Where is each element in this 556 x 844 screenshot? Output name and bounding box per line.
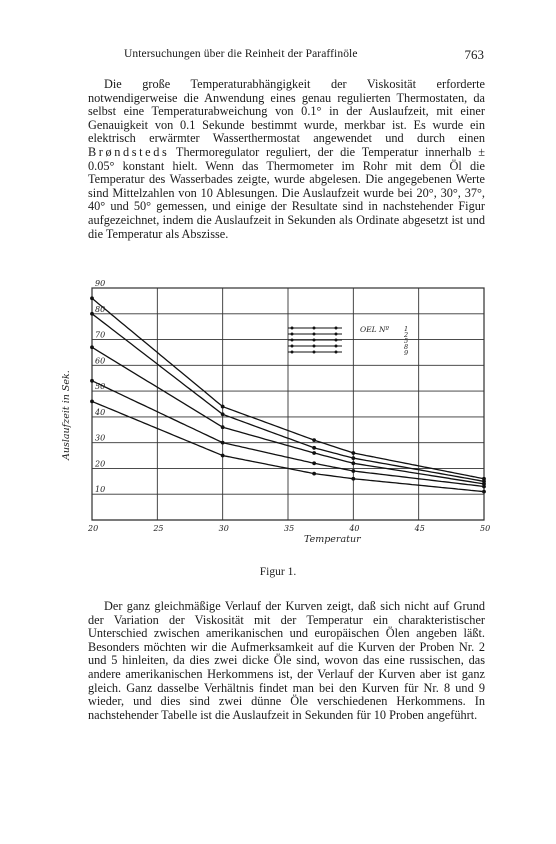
data-point bbox=[312, 461, 316, 465]
chart-legend bbox=[288, 325, 408, 357]
data-point bbox=[351, 477, 355, 481]
y-tick-label: 10 bbox=[95, 485, 106, 495]
legend-entry-5: 5 bbox=[404, 337, 409, 345]
legend-marker bbox=[335, 327, 338, 330]
data-point bbox=[482, 485, 486, 489]
x-axis-label: Temperatur bbox=[304, 534, 361, 545]
legend-entry-9: 9 bbox=[404, 349, 409, 357]
data-point bbox=[351, 469, 355, 473]
legend-marker bbox=[313, 333, 316, 336]
data-point bbox=[221, 454, 225, 458]
data-point bbox=[312, 472, 316, 476]
x-tick-label: 50 bbox=[480, 524, 491, 533]
legend-marker bbox=[313, 327, 316, 330]
legend-marker bbox=[291, 327, 294, 330]
data-point bbox=[221, 405, 225, 409]
y-tick-label: 70 bbox=[95, 330, 106, 340]
legend-marker bbox=[313, 339, 316, 342]
data-point bbox=[221, 412, 225, 416]
y-tick-label: 40 bbox=[95, 407, 106, 417]
y-tick-label: 80 bbox=[95, 304, 106, 314]
data-point bbox=[312, 451, 316, 455]
chart-ticks bbox=[87, 279, 490, 533]
legend-marker bbox=[291, 345, 294, 348]
running-title: Untersuchungen über die Reinheit der Paraffinöle bbox=[124, 48, 358, 60]
y-tick-label: 20 bbox=[95, 459, 106, 469]
data-point bbox=[90, 345, 94, 349]
y-axis-label: Auslaufzeit in Sek. bbox=[61, 370, 72, 460]
y-tick-label: 90 bbox=[95, 279, 106, 288]
figure-caption: Figur 1. bbox=[259, 566, 297, 578]
data-point bbox=[351, 456, 355, 460]
data-point bbox=[90, 379, 94, 383]
paragraph-2: Der ganz gleichmäßige Verlauf der Kurven zeigt, daß sich nicht auf Grund der Variation der Viskosität mit der Temperatur ein charakteristischer Unterschied zwischen amerikanischen und europäischen Ölen angeben läßt. Besonders möchten wir die Aufmerksamkeit auf die Kurven der Proben Nr. 2 und 5 hinleiten, da dies zwei dicke Öle sind, wovon das eine russischen, das andere amerikanischen Herkommens ist, der Verlauf der Kurven aber ist ganz gleich. Ganz dasselbe Verhältnis findet man bei den Kurven für Nr. 8 und 9 wieder, und dies sind zwei dünne Öle verschiedenen Herkommens. In nachstehender Tabelle ist die Auslaufzeit in Sekunden für 10 Proben angeführt. bbox=[88, 599, 485, 722]
legend-marker bbox=[335, 333, 338, 336]
data-point bbox=[90, 296, 94, 300]
paragraph-1-part-b: Thermoregulator reguliert, der die Temperatur innerhalb ± 0.05° konstant hielt. Wenn das Thermometer im Rohr mit dem Öl die Temperatur des Wasserbades zeigte, wurde abgelesen. Die angegebenen Werte sind Mittelzahlen von 10 Ablesungen. Die Auslaufzeit wurde bei 20°, 30°, 37°, 40° und 50° gemessen, und einige der Resultate sind in nachstehender Figur aufgezeichnet, indem die Auslaufzeit in Sekunden als Ordinate abgesetzt ist und die Temperatur als Abszisse. bbox=[88, 144, 485, 241]
page-number: 763 bbox=[464, 47, 484, 62]
paragraph-1-part-a: Die große Temperaturabhängigkeit der Viskosität erforderte notwendigerweise die Anwendung eines genau regulierten Thermostaten, da selbst eine Temperaturabweichung von 0.1° in der Auslaufzeit, mit einer Genauigkeit von 0.1 Sekunde bestimmt wurde, merkbar ist. Es wurde ein elektrisch erwärmter Wasserthermostat angewendet und durch einen bbox=[88, 77, 485, 146]
x-tick-label: 25 bbox=[153, 524, 164, 533]
legend-marker bbox=[291, 333, 294, 336]
legend-title: OEL Nº bbox=[360, 325, 390, 334]
viscosity-chart bbox=[61, 279, 510, 550]
spaced-name: Brøndsteds bbox=[88, 144, 170, 159]
x-tick-label: 30 bbox=[218, 524, 229, 533]
data-point bbox=[312, 438, 316, 442]
data-point bbox=[351, 461, 355, 465]
page-header bbox=[88, 48, 484, 66]
legend-marker bbox=[335, 339, 338, 342]
x-tick-label: 35 bbox=[284, 524, 295, 533]
figure-1 bbox=[61, 279, 510, 550]
legend-marker bbox=[335, 345, 338, 348]
legend-marker bbox=[291, 339, 294, 342]
legend-marker bbox=[291, 351, 294, 354]
x-tick-label: 45 bbox=[414, 524, 425, 533]
legend-entry-2: 2 bbox=[404, 331, 409, 339]
legend-marker bbox=[313, 351, 316, 354]
y-tick-label: 60 bbox=[95, 356, 106, 366]
data-point bbox=[90, 400, 94, 404]
data-point bbox=[221, 425, 225, 429]
x-tick-label: 20 bbox=[88, 524, 99, 533]
y-tick-label: 50 bbox=[95, 382, 106, 392]
data-point bbox=[312, 446, 316, 450]
x-tick-label: 40 bbox=[349, 524, 360, 533]
y-tick-label: 30 bbox=[95, 433, 106, 443]
paragraph-1 bbox=[88, 78, 485, 241]
legend-marker bbox=[335, 351, 338, 354]
data-point bbox=[351, 451, 355, 455]
legend-entry-8: 8 bbox=[404, 343, 409, 351]
data-point bbox=[221, 441, 225, 445]
data-point bbox=[482, 490, 486, 494]
data-point bbox=[90, 312, 94, 316]
legend-marker bbox=[313, 345, 316, 348]
legend-entry-1: 1 bbox=[404, 325, 409, 333]
